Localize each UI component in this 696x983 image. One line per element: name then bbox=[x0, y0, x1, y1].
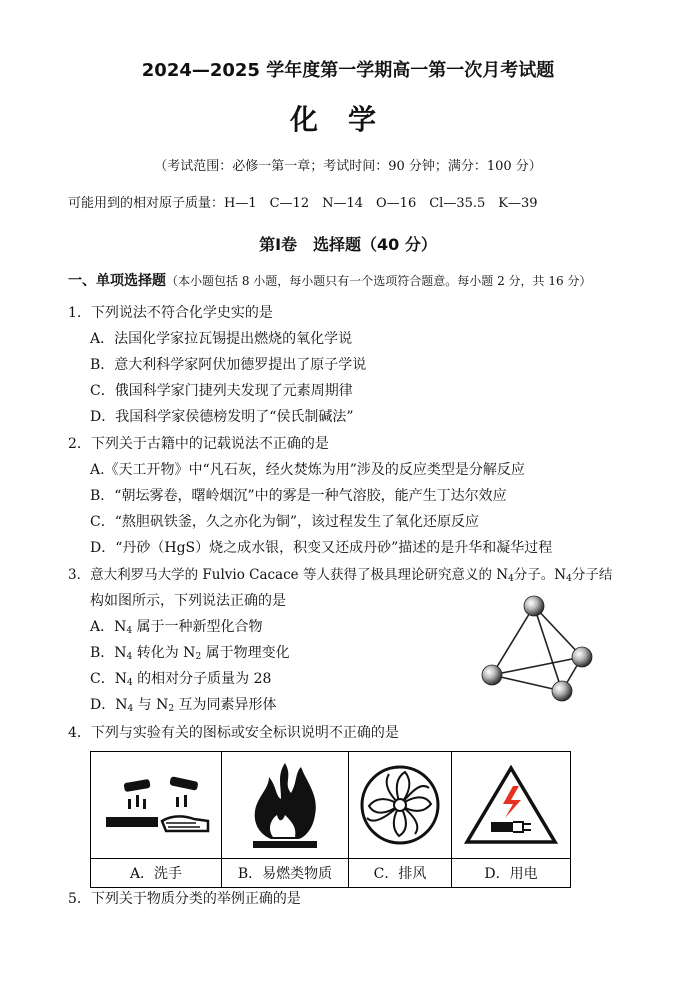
exam-info: （考试范围：必修一第一章；考试时间：90 分钟；满分：100 分） bbox=[154, 159, 542, 174]
q2-option-c: C．“熬胆矾铁釜，久之亦化为铜”，该过程发生了氧化还原反应 bbox=[90, 514, 480, 530]
q1-option-a: A．法国化学家拉瓦锡提出燃烧的氧化学说 bbox=[90, 331, 353, 347]
n-atom bbox=[552, 681, 572, 701]
n4-molecule-figure bbox=[478, 590, 598, 710]
cell-flammable bbox=[222, 752, 349, 859]
n-atom bbox=[572, 647, 592, 667]
part-note: （本小题包括 8 小题，每小题只有一个选项符合题意。每小题 2 分，共 16 分） bbox=[166, 274, 592, 288]
subject-title: 化学 bbox=[289, 103, 406, 136]
n-atom bbox=[482, 665, 502, 685]
q2-option-b: B．“朝坛雾卷，曙岭烟沉”中的雾是一种气溶胶，能产生丁达尔效应 bbox=[90, 488, 507, 504]
cell-exhaust bbox=[349, 752, 452, 859]
corrosive-icon bbox=[96, 765, 216, 845]
q2-option-a: A.《天工开物》中“凡石灰，经火焚炼为用”涉及的反应类型是分解反应 bbox=[90, 462, 525, 478]
section-title: 第Ⅰ卷 选择题（40 分） bbox=[259, 235, 437, 254]
safety-icons-table bbox=[90, 751, 571, 888]
q1-option-d: D．我国科学家侯德榜发明了“侯氏制碱法” bbox=[90, 409, 354, 425]
caption-exhaust: C．排风 bbox=[349, 859, 452, 888]
flame-icon bbox=[235, 759, 335, 851]
caption-flammable: B．易燃类物质 bbox=[222, 859, 349, 888]
part-label: 一、单项选择题 bbox=[68, 273, 166, 289]
cell-wash-hands bbox=[91, 752, 222, 859]
question-3-stem-line2: 构如图所示，下列说法正确的是 bbox=[90, 593, 286, 609]
q3-option-d: D．$N_4$ 与 $N_2$ 互为同素异形体 bbox=[90, 697, 277, 714]
question-2-stem: 2．下列关于古籍中的记载说法不正确的是 bbox=[68, 436, 329, 452]
question-3-stem: 3．意大利罗马大学的 Fulvio Cacace 等人获得了极具理论研究意义的 $N_4$分子。$N_4$分子结 bbox=[68, 567, 613, 584]
exam-title: 2024—2025 学年度第一学期高一第一次月考试题 bbox=[141, 60, 555, 81]
q3-option-a: A．$N_4$ 属于一种新型化合物 bbox=[90, 619, 263, 636]
q1-option-b: B．意大利科学家阿伏加德罗提出了原子学说 bbox=[90, 357, 367, 373]
atomic-masses: 可能用到的相对原子质量：H—1 C—12 N—14 O—16 Cl—35.5 K—39 bbox=[68, 196, 538, 211]
cell-electricity bbox=[452, 752, 571, 859]
q3-option-c: C．$N_4$ 的相对分子质量为 28 bbox=[90, 671, 272, 688]
q3-option-b: B．$N_4$ 转化为 $N_2$ 属于物理变化 bbox=[90, 645, 290, 662]
fan-icon bbox=[355, 760, 445, 850]
caption-electricity: D．用电 bbox=[452, 859, 571, 888]
n-atom bbox=[524, 596, 544, 616]
question-4-stem: 4．下列与实验有关的图标或安全标识说明不正确的是 bbox=[68, 725, 399, 741]
caption-wash-hands: A．洗手 bbox=[91, 859, 222, 888]
question-1-stem: 1．下列说法不符合化学史实的是 bbox=[68, 305, 273, 321]
question-5-stem: 5．下列关于物质分类的举例正确的是 bbox=[68, 891, 301, 907]
q2-option-d: D．“丹砂（HgS）烧之成水银，积变又还成丹砂”描述的是升华和凝华过程 bbox=[90, 540, 553, 556]
q1-option-c: C．俄国科学家门捷列夫发现了元素周期律 bbox=[90, 383, 353, 399]
bonds bbox=[492, 606, 582, 691]
part-heading bbox=[68, 272, 591, 290]
electric-hazard-icon bbox=[461, 760, 561, 850]
